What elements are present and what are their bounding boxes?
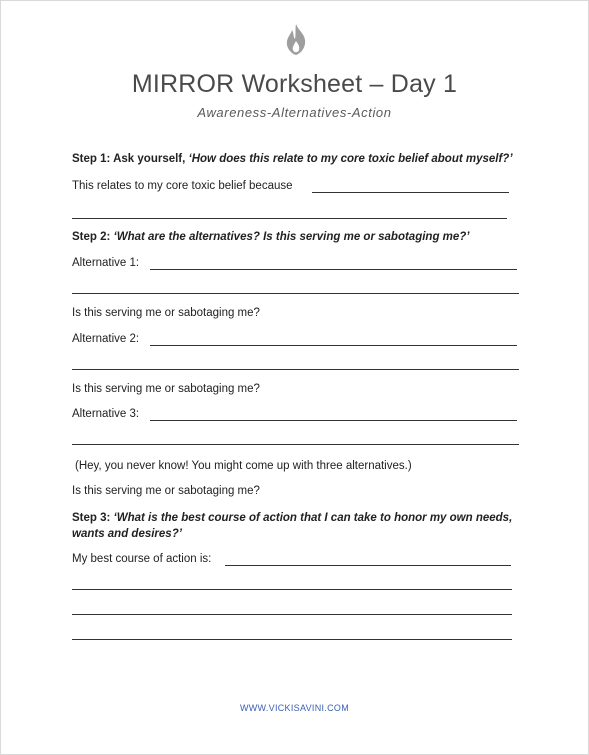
- alternative-2-line[interactable]: [150, 345, 517, 346]
- alternative-3-line-2[interactable]: [72, 444, 519, 445]
- page-subtitle: Awareness-Alternatives-Action: [197, 105, 392, 120]
- action-line-3[interactable]: [72, 614, 512, 615]
- step1-question: ‘How does this relate to my core toxic belief about myself?’: [188, 153, 513, 165]
- step3-heading: [72, 510, 532, 542]
- action-line-2[interactable]: [72, 589, 512, 590]
- step2-question: ‘What are the alternatives? Is this serving me or sabotaging me?’: [113, 231, 470, 243]
- serving-question-1: Is this serving me or sabotaging me?: [72, 307, 260, 319]
- step3-question: ‘What is the best course of action that I can take to honor my own needs, wants and desires?’: [72, 512, 513, 540]
- alternative-1-line-2[interactable]: [72, 293, 519, 294]
- action-line-4[interactable]: [72, 639, 512, 640]
- step3-prompt: My best course of action is:: [72, 553, 212, 565]
- page-title: MIRROR Worksheet – Day 1: [131, 70, 458, 98]
- serving-question-2: Is this serving me or sabotaging me?: [72, 383, 260, 395]
- serving-question-3: Is this serving me or sabotaging me?: [72, 485, 260, 497]
- action-line-1[interactable]: [225, 565, 511, 566]
- flame-icon: [281, 23, 311, 57]
- step1-label: Step 1: Ask yourself,: [72, 153, 189, 165]
- alternatives-aside: (Hey, you never know! You might come up with three alternatives.): [75, 460, 412, 472]
- step1-prompt: This relates to my core toxic belief because: [72, 180, 293, 192]
- step2-label: Step 2:: [72, 231, 114, 243]
- alternative-3-line[interactable]: [150, 420, 517, 421]
- alternative-1-label: Alternative 1:: [72, 257, 140, 269]
- step1-answer-line-2[interactable]: [72, 218, 507, 219]
- alternative-1-line[interactable]: [150, 269, 517, 270]
- step2-heading: [72, 231, 470, 243]
- alternative-2-label: Alternative 2:: [72, 333, 140, 345]
- alternative-2-line-2[interactable]: [72, 369, 519, 370]
- step1-answer-line[interactable]: [312, 192, 509, 193]
- step1-heading: [72, 153, 513, 165]
- step3-label: Step 3:: [72, 512, 114, 524]
- alternative-3-label: Alternative 3:: [72, 408, 140, 420]
- website-link[interactable]: WWW.VICKISAVINI.COM: [239, 703, 350, 713]
